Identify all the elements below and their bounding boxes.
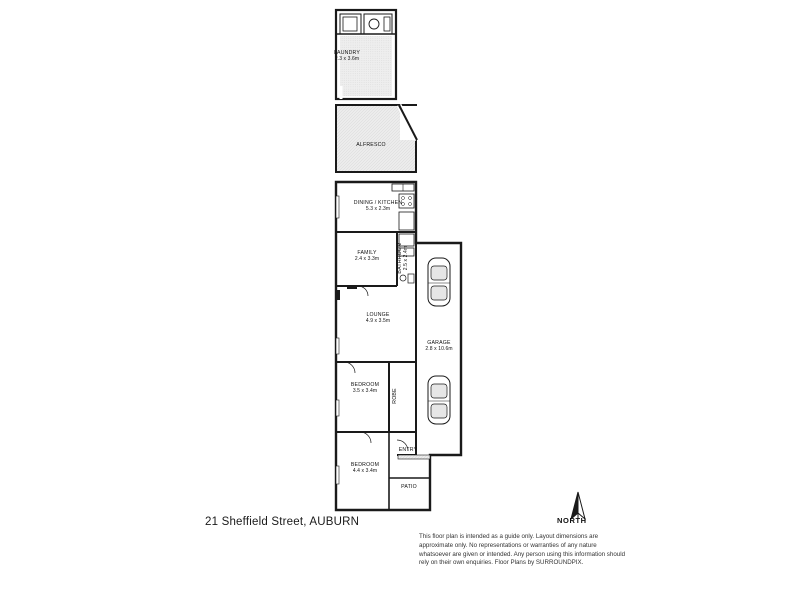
page-title: 21 Sheffield Street, AUBURN xyxy=(205,516,360,528)
north-label: NORTH xyxy=(557,516,587,525)
room-dimensions: 2.8 x 10.6m xyxy=(425,346,453,353)
room-dimensions: 3.5 x 3.4m xyxy=(352,388,378,395)
north-arrow-icon xyxy=(571,492,585,519)
room-name: GARAGE xyxy=(427,340,451,347)
room-name: BEDROOM xyxy=(350,462,380,469)
room-name: BATHROOM xyxy=(397,242,404,274)
room-name: ENTRY xyxy=(398,447,418,454)
room-dimensions: 2.5 x 2.4m xyxy=(403,245,410,271)
room-dimensions: 2.3 x 3.6m xyxy=(334,56,360,63)
room-name: FAMILY xyxy=(357,250,377,257)
room-name: DINING / KITCHEN xyxy=(353,200,403,207)
disclaimer-text: This floor plan is intended as a guide only. Layout dimensions are approximate only. No representations or warranties of any nature whatsoever are given or intended. Any person using this information should rely on their own enquiries. Floor Plans by SURROUNDPIX. xyxy=(419,533,626,567)
room-name: PATIO xyxy=(401,484,417,491)
room-name: LOUNGE xyxy=(366,312,390,319)
room-name: ALFRESCO xyxy=(356,142,386,149)
room-dimensions: 4.9 x 3.5m xyxy=(365,318,391,325)
room-name: ROBE xyxy=(392,388,399,404)
alfresco-block xyxy=(336,105,418,172)
laundry-block xyxy=(333,10,396,99)
room-name: BEDROOM xyxy=(350,382,380,389)
room-dimensions: 5.3 x 2.3m xyxy=(365,206,391,213)
room-dimensions: 2.4 x 3.3m xyxy=(354,256,380,263)
room-name: LAUNDRY xyxy=(333,50,361,57)
room-dimensions: 4.4 x 3.4m xyxy=(352,468,378,475)
